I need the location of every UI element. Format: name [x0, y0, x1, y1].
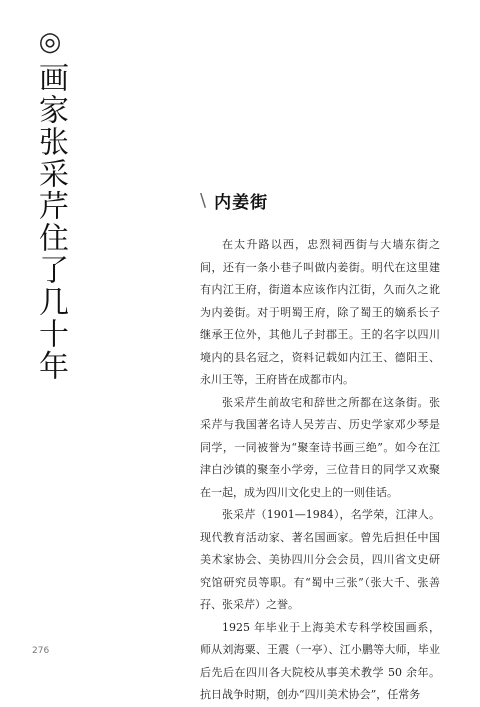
page-number: 276 [32, 646, 50, 656]
double-circle-icon: ◎ [38, 27, 62, 57]
section-slash-mark: \ [200, 190, 207, 211]
section-heading [200, 188, 268, 213]
paragraph: 在太升路以西，忠烈祠西街与大墙东街之间，还有一条小巷子叫做内姜街。明代在这里建有内江王府，街道本应该作内江街，久而久之讹为内姜街。对于明蜀王府，除了蜀王的嫡系长子继承王位外，其他儿子封郡王。王的名字以四川境内的县名冠之，资料记载如内江王、德阳王、永川王等，王府皆在成都市内。 [200, 238, 440, 386]
paragraph: 张采芹生前故宅和辞世之所都在这条街。张采芹与我国著名诗人吴芳吉、历史学家邓少琴是同学，一同被誉为“聚奎诗书画三绝”。如今在江津白沙镇的聚奎小学旁，三位昔日的同学又欢聚在一起，成为四川文化史上的一则佳话。 [200, 395, 440, 499]
paragraph: 1925 年毕业于上海美术专科学校国画系，师从刘海粟、王震（一亭）、江小鹏等大师，毕业后先后在四川各大院校从事美术教学 50 余年。抗日战争时期，创办“四川美术协会”，任常务 [200, 620, 440, 701]
section-title: 内姜街 [214, 193, 269, 213]
body-text [200, 234, 440, 707]
chapter-title-block [30, 28, 70, 382]
chapter-title: 画家张采芹住了几十年 [33, 62, 68, 382]
paragraph: 张采芹（1901—1984），名学荣，江津人。现代教育活动家、著名国画家。曾先后担任中国美术家协会、美协四川分会会员，四川省文史研究馆研究员等职。有“蜀中三张”（张大千、张善孖、张采芹）之誉。 [200, 508, 440, 611]
